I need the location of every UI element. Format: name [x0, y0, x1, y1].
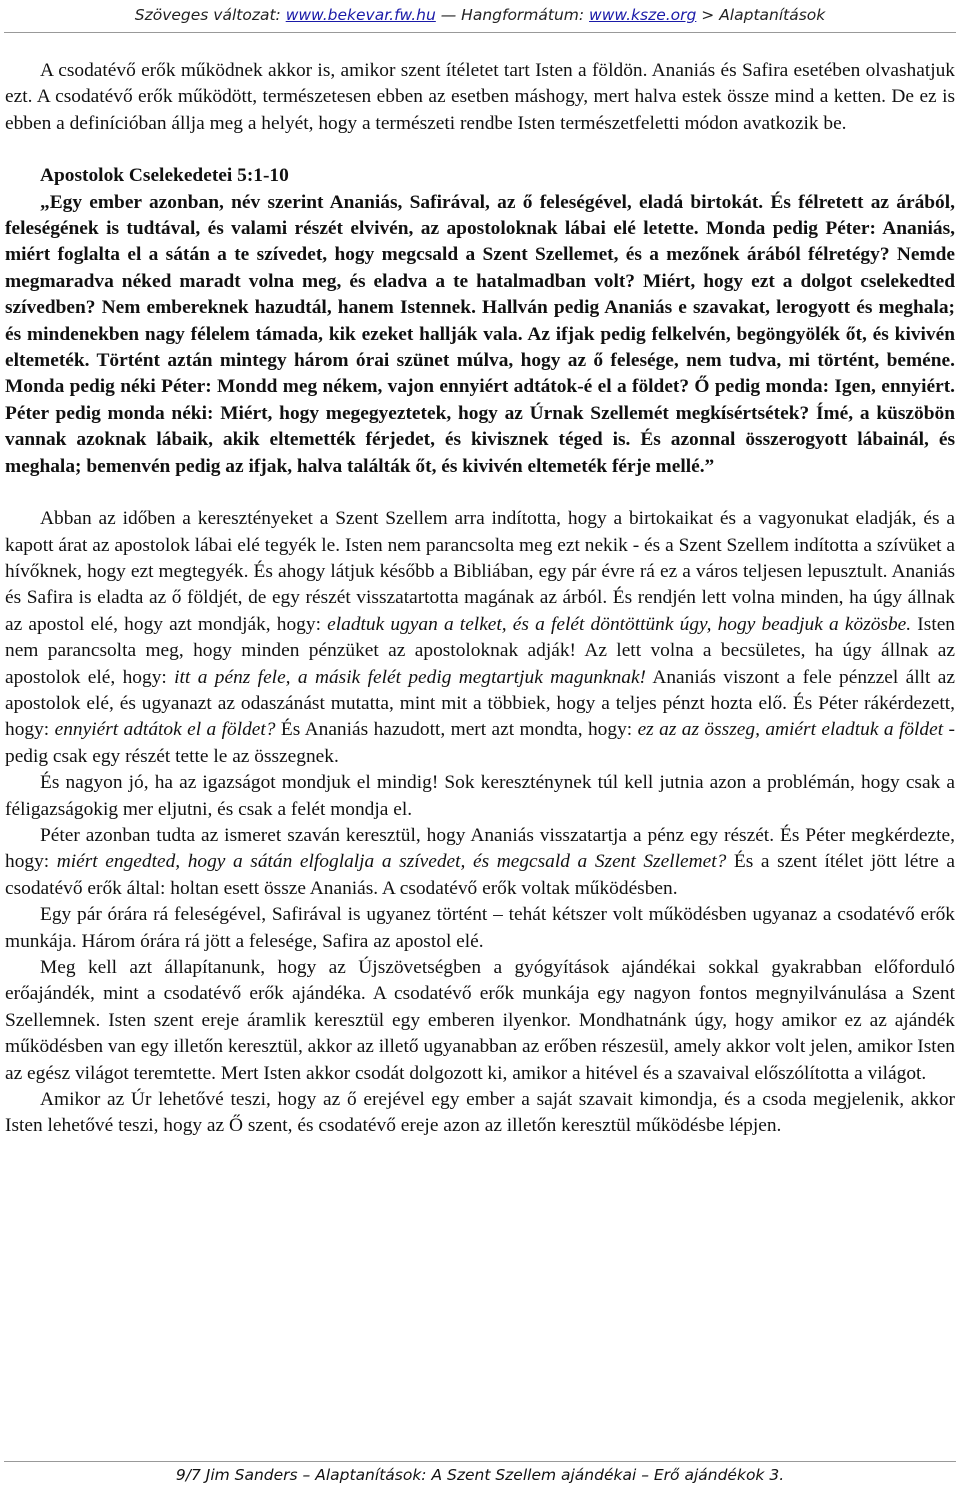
italic-quote: itt a pénz fele, a másik felét pedig megtartjuk magunknak!	[174, 666, 647, 688]
italic-quote: ez az az összeg, amiért eladtuk a földet	[637, 719, 944, 741]
scripture-quote: „Egy ember azonban, név szerint Ananiás, Safirával, az ő feleségével, eladá birtokát. És félretett az árából, feleségének is tudtával, és valami részét elvivén, az apostoloknak lábai elé letette. Monda pedig Péter: Ananiás, miért foglalta el a sátán a te szívedet, hogy megcsald a Szent Szellemet, és a mezőnek árából félretégy? Nemde megmaradva néked maradt volna meg, és eladva a te hatalmadban volt? Miért, hogy ezt a dolgot cselekedted szívedben? Nem embereknek hazudtál, hanem Istennek. Hallván pedig Ananiás e szavakat, lerogyott és meghala; és mindenekben nagy félelem támada, kik ezeket hallják vala. Az ifjak pedig felkelvén, begöngyölék őt, és kivivén eltemeték. Történt aztán mintegy három órai szünet múlva, hogy az ő felesége, nem tudva, mi történt, beméne. Monda pedig néki Péter: Mondd meg nékem, vajon ennyiért adtátok-é el a földet? Ő pedig monda: Igen, ennyiért. Péter pedig monda néki: Miért, hogy megegyeztetek, hogy az Úrnak Szellemét megkísértsétek? Ímé, a küszöbön vannak azoknak lábaik, akik eltemették férjedet, és kivisznek téged is. És azonnal összerogyott lábainál, és meghala; bemenvén pedig az ifjak, halva találták őt, és kivivén eltemeték férje mellé.”	[5, 191, 955, 477]
paragraph-context	[5, 506, 955, 770]
italic-quote: miért engedted, hogy a sátán elfoglalja a szívedet, és megcsald a Szent Szellemet?	[56, 851, 727, 873]
text-run: Ananiás viszont a fele pénzzel állt az apostolok elé, és ugyanazt az odaszánást mutatta, mint mit a többiek, hogy a teljes pénzt hozta elő. És Péter rákérdezett, hogy:	[5, 666, 955, 741]
paragraph-closing: Amikor az Úr lehetővé teszi, hogy az ő erejével egy ember a saját szavait kimondja, és a csoda megjelenik, akkor Isten lehetővé teszi, hogy az Ő szent, és csodatévő ereje azon az illetőn keresztül működésbe lépjen.	[5, 1089, 955, 1137]
header-separator-text: — Hangformátum:	[435, 6, 590, 24]
header-section-text: > Alaptanítások	[696, 6, 826, 24]
spacer	[5, 480, 955, 506]
scripture-reference: Apostolok Cselekedetei 5:1-10	[40, 165, 289, 187]
document-body	[5, 58, 955, 1140]
page-header	[0, 0, 960, 34]
text-run: És Ananiás hazudott, mert azt mondta, hogy:	[275, 719, 638, 741]
text-run: Péter azonban tudta az ismeret szaván keresztül, hogy Ananiás visszatartja a pénz egy részét. És Péter megkérdezte, hogy:	[5, 824, 955, 873]
italic-quote: eladtuk ugyan a telket, és a felét döntöttünk úgy, hogy beadjuk a közösbe.	[327, 613, 912, 635]
text-run: Isten nem parancsolta meg, hogy minden pénzüket az apostoloknak adják! Az lett volna a becsületes, ha úgy állnak az apostolok elé, hogy:	[5, 613, 956, 688]
header-label-text: Szöveges változat:	[134, 6, 286, 24]
italic-quote: ennyiért adtátok el a földet?	[54, 719, 276, 741]
footer-divider	[4, 1461, 956, 1462]
bekevar-link[interactable]: www.bekevar.fw.hu	[285, 6, 436, 24]
paragraph-truth: És nagyon jó, ha az igazságot mondjuk el mindig! Sok kereszténynek túl kell jutnia azon a problémán, hogy csak a féligazságokig mer eljutni, és csak a felét mondja el.	[5, 772, 955, 820]
ksze-link[interactable]: www.ksze.org	[589, 6, 697, 24]
paragraph-peter	[5, 823, 955, 902]
intro-paragraph: A csodatévő erők működnek akkor is, amikor szent ítéletet tart Isten a földön. Ananiás és Safira esetében olvashatjuk ezt. A csodatévő erők működött, természetesen ebben az esetben máshogy, mert halva estek össze mind a ketten. De ez is ebben a definícióban állja meg a helyét, hogy a természeti rendbe Isten természetfeletti módon avatkozik be.	[5, 60, 955, 134]
text-run: Abban az időben a keresztényeket a Szent Szellem arra indította, hogy a birtokaikat és a vagyonukat eladják, és a kapott árat az apostolok lábai elé tegyék le. Isten nem parancsolta meg ezt nekik - és a Szent Szellem indította a szívüket a hívőknek, hogy ezt megtegyék. És ahogy látjuk később a Bibliában, egy pár évre rá ez a város teljesen lepusztult. Ananiás és Safira is eladta az ő földjét, de egy részét visszatartotta magának az árból. És rendjén lett volna minden, ha úgy állnak az apostol elé, hogy azt mondják, hogy:	[5, 508, 955, 635]
spacer	[5, 137, 955, 163]
page-footer: 9/7 Jim Sanders – Alaptanítások: A Szent Szellem ajándékai – Erő ajándékok 3.	[175, 1466, 785, 1484]
header-divider	[4, 32, 956, 33]
text-run: És a szent ítélet jött létre a csodatévő erők által: holtan esett össze Ananiás. A csodatévő erők voltak működésben.	[5, 851, 955, 899]
paragraph-gifts: Meg kell azt állapítanunk, hogy az Újszövetségben a gyógyítások ajándékai sokkal gyakrabban előforduló erőajándék, mint a csodatévő erők ajándéka. A csodatévő erők munkája egy nagyon fontos megnyilvánulása a Szent Szellemnek. Isten szent ereje áramlik keresztül egy emberen ilyenkor. Mondhatnánk úgy, hogy amikor ez az ajándék működésben van egy illetőn keresztül, akkor az illető ugyanabban az erőben részesül, amely akkor volt jelen, amikor Isten az egész világot teremtette. Mert Isten akkor csodát dolgozott ki, amikor a hitével és a szavaival előszólította a világot.	[5, 957, 955, 1084]
paragraph-safira: Egy pár órára rá feleségével, Safirával is ugyanez történt – tehát kétszer volt működésben ugyanaz a csodatévő erők munkája. Három órára rá jött a felesége, Safira az apostol elé.	[5, 904, 955, 952]
text-run: - pedig csak egy részét tette le az összegnek.	[5, 719, 955, 767]
